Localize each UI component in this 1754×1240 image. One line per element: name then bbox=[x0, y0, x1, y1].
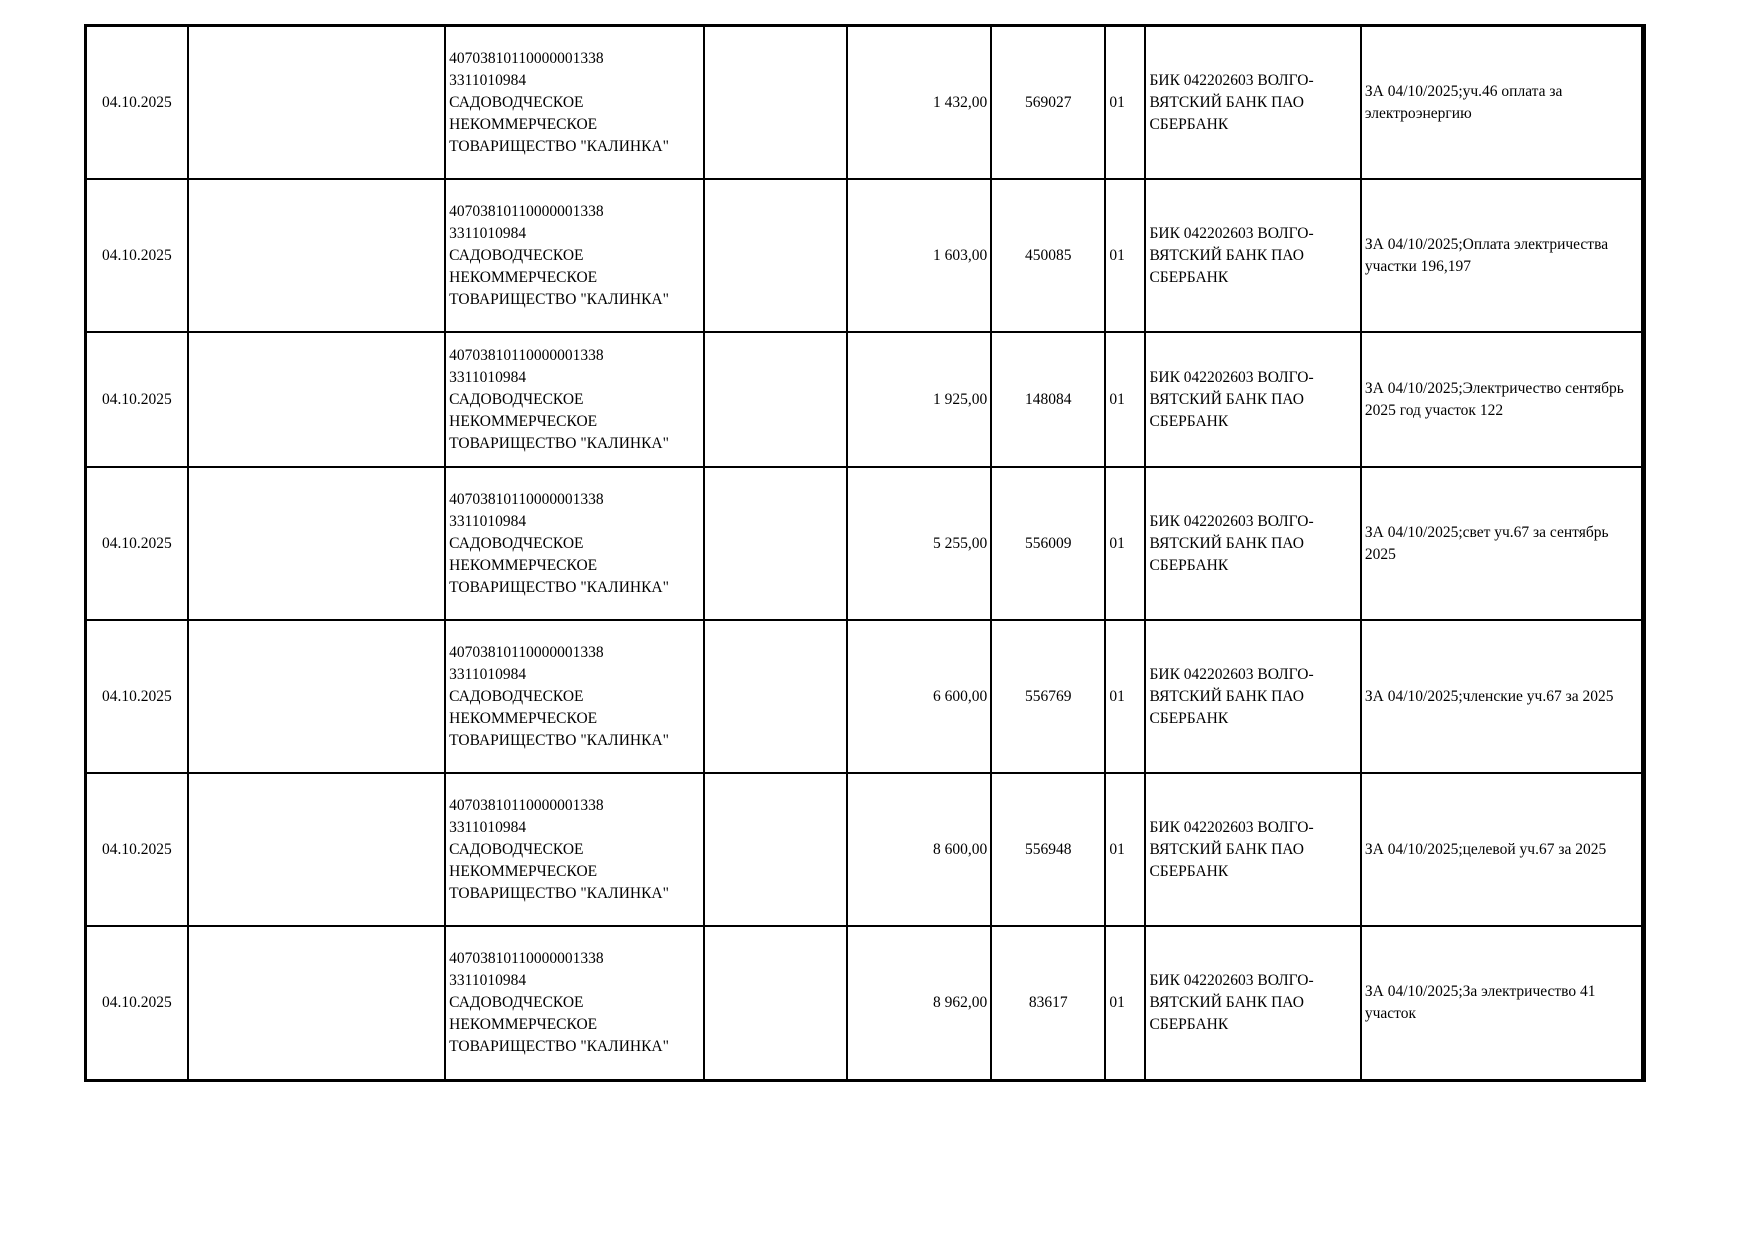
payer-cell bbox=[445, 332, 703, 467]
date-cell: 04.10.2025 bbox=[86, 26, 188, 180]
empty-cell bbox=[188, 926, 445, 1081]
operation-code-cell: 01 bbox=[1105, 620, 1145, 773]
payer-name-line: ТОВАРИЩЕСТВО "КАЛИНКА" bbox=[449, 290, 669, 308]
payer-name-line: НЕКОММЕРЧЕСКОЕ bbox=[449, 556, 598, 574]
payer-cell bbox=[445, 26, 703, 180]
table-row bbox=[86, 26, 1644, 180]
operation-code-cell: 01 bbox=[1105, 773, 1145, 926]
empty-cell bbox=[704, 332, 847, 467]
account-number: 40703810110000001338 bbox=[449, 950, 604, 967]
payer-name-line: ТОВАРИЩЕСТВО "КАЛИНКА" bbox=[449, 1038, 669, 1055]
amount-cell: 5 255,00 bbox=[847, 467, 991, 620]
bank-cell: БИК 042202603 ВОЛГО-ВЯТСКИЙ БАНК ПАО СБЕРБАНК bbox=[1145, 332, 1360, 467]
inn-number: 3311010984 bbox=[449, 224, 527, 242]
payer-name-line: ТОВАРИЩЕСТВО "КАЛИНКА" bbox=[449, 731, 669, 749]
payment-purpose-cell: ЗА 04/10/2025;Электричество сентябрь 2025 год участок 122 bbox=[1361, 332, 1644, 467]
inn-number: 3311010984 bbox=[449, 665, 527, 683]
account-number: 40703810110000001338 bbox=[449, 49, 604, 67]
empty-cell bbox=[704, 926, 847, 1081]
empty-cell bbox=[188, 620, 445, 773]
table-row bbox=[86, 467, 1644, 620]
document-number-cell: 556948 bbox=[991, 773, 1105, 926]
operation-code-cell: 01 bbox=[1105, 26, 1145, 180]
payer-cell bbox=[445, 179, 703, 332]
empty-cell bbox=[704, 467, 847, 620]
document-number-cell: 450085 bbox=[991, 179, 1105, 332]
payment-purpose-cell: ЗА 04/10/2025;целевой уч.67 за 2025 bbox=[1361, 773, 1644, 926]
operation-code-cell: 01 bbox=[1105, 467, 1145, 620]
payer-name-line: САДОВОДЧЕСКОЕ bbox=[449, 687, 584, 705]
document-number-cell: 556009 bbox=[991, 467, 1105, 620]
empty-cell bbox=[188, 26, 445, 180]
bank-statement-table bbox=[84, 24, 1646, 1082]
amount-cell: 6 600,00 bbox=[847, 620, 991, 773]
payer-cell bbox=[445, 620, 703, 773]
table-row bbox=[86, 926, 1644, 1081]
payer-name-line: САДОВОДЧЕСКОЕ bbox=[449, 390, 584, 408]
payer-name-line: ТОВАРИЩЕСТВО "КАЛИНКА" bbox=[449, 434, 669, 452]
empty-cell bbox=[188, 332, 445, 467]
empty-cell bbox=[704, 179, 847, 332]
inn-number: 3311010984 bbox=[449, 368, 527, 386]
amount-cell: 1 925,00 bbox=[847, 332, 991, 467]
payer-name-line: САДОВОДЧЕСКОЕ bbox=[449, 93, 584, 111]
payer-name-line: НЕКОММЕРЧЕСКОЕ bbox=[449, 862, 598, 880]
empty-cell bbox=[704, 26, 847, 180]
payer-name-line: НЕКОММЕРЧЕСКОЕ bbox=[449, 412, 598, 430]
payment-purpose-cell: ЗА 04/10/2025;членские уч.67 за 2025 bbox=[1361, 620, 1644, 773]
payer-cell bbox=[445, 467, 703, 620]
date-cell: 04.10.2025 bbox=[86, 926, 188, 1081]
empty-cell bbox=[188, 179, 445, 332]
document-number-cell: 569027 bbox=[991, 26, 1105, 180]
payment-purpose-cell: ЗА 04/10/2025;уч.46 оплата за электроэнергию bbox=[1361, 26, 1644, 180]
date-cell: 04.10.2025 bbox=[86, 620, 188, 773]
account-number: 40703810110000001338 bbox=[449, 643, 604, 661]
operation-code-cell: 01 bbox=[1105, 179, 1145, 332]
date-cell: 04.10.2025 bbox=[86, 467, 188, 620]
inn-number: 3311010984 bbox=[449, 818, 527, 836]
amount-cell: 1 603,00 bbox=[847, 179, 991, 332]
payment-purpose-cell: ЗА 04/10/2025;За электричество 41 участок bbox=[1361, 926, 1644, 1081]
bank-cell: БИК 042202603 ВОЛГО-ВЯТСКИЙ БАНК ПАО СБЕРБАНК bbox=[1145, 620, 1360, 773]
bank-cell: БИК 042202603 ВОЛГО-ВЯТСКИЙ БАНК ПАО СБЕРБАНК bbox=[1145, 773, 1360, 926]
payer-cell bbox=[445, 773, 703, 926]
empty-cell bbox=[704, 620, 847, 773]
operation-code-cell: 01 bbox=[1105, 332, 1145, 467]
payer-name-line: САДОВОДЧЕСКОЕ bbox=[449, 534, 584, 552]
empty-cell bbox=[704, 773, 847, 926]
payer-name-line: ТОВАРИЩЕСТВО "КАЛИНКА" bbox=[449, 137, 669, 155]
payer-name-line: САДОВОДЧЕСКОЕ bbox=[449, 840, 584, 858]
date-cell: 04.10.2025 bbox=[86, 179, 188, 332]
payer-name-line: ТОВАРИЩЕСТВО "КАЛИНКА" bbox=[449, 578, 669, 596]
bank-cell: БИК 042202603 ВОЛГО-ВЯТСКИЙ БАНК ПАО СБЕРБАНК bbox=[1145, 179, 1360, 332]
inn-number: 3311010984 bbox=[449, 71, 527, 89]
table-row bbox=[86, 179, 1644, 332]
inn-number: 3311010984 bbox=[449, 512, 527, 530]
payer-name-line: НЕКОММЕРЧЕСКОЕ bbox=[449, 709, 598, 727]
date-cell: 04.10.2025 bbox=[86, 332, 188, 467]
table-row bbox=[86, 620, 1644, 773]
payer-cell bbox=[445, 926, 703, 1081]
payer-name-line: НЕКОММЕРЧЕСКОЕ bbox=[449, 1016, 598, 1033]
bank-cell: БИК 042202603 ВОЛГО-ВЯТСКИЙ БАНК ПАО СБЕРБАНК bbox=[1145, 926, 1360, 1081]
bank-cell: БИК 042202603 ВОЛГО-ВЯТСКИЙ БАНК ПАО СБЕРБАНК bbox=[1145, 467, 1360, 620]
payer-name-line: НЕКОММЕРЧЕСКОЕ bbox=[449, 268, 598, 286]
amount-cell: 8 962,00 bbox=[847, 926, 991, 1081]
document-number-cell: 556769 bbox=[991, 620, 1105, 773]
payment-purpose-cell: ЗА 04/10/2025;свет уч.67 за сентябрь 2025 bbox=[1361, 467, 1644, 620]
amount-cell: 8 600,00 bbox=[847, 773, 991, 926]
payer-name-line: ТОВАРИЩЕСТВО "КАЛИНКА" bbox=[449, 884, 669, 902]
operation-code-cell: 01 bbox=[1105, 926, 1145, 1081]
amount-cell: 1 432,00 bbox=[847, 26, 991, 180]
payment-purpose-cell: ЗА 04/10/2025;Оплата электричества участки 196,197 bbox=[1361, 179, 1644, 332]
document-number-cell: 148084 bbox=[991, 332, 1105, 467]
empty-cell bbox=[188, 467, 445, 620]
account-number: 40703810110000001338 bbox=[449, 202, 604, 220]
document-number-cell: 83617 bbox=[991, 926, 1105, 1081]
empty-cell bbox=[188, 773, 445, 926]
account-number: 40703810110000001338 bbox=[449, 346, 604, 364]
table-row bbox=[86, 773, 1644, 926]
table-row bbox=[86, 332, 1644, 467]
payer-name-line: САДОВОДЧЕСКОЕ bbox=[449, 994, 584, 1011]
inn-number: 3311010984 bbox=[449, 972, 527, 989]
account-number: 40703810110000001338 bbox=[449, 490, 604, 508]
payer-name-line: НЕКОММЕРЧЕСКОЕ bbox=[449, 115, 598, 133]
account-number: 40703810110000001338 bbox=[449, 796, 604, 814]
bank-cell: БИК 042202603 ВОЛГО-ВЯТСКИЙ БАНК ПАО СБЕРБАНК bbox=[1145, 26, 1360, 180]
payer-name-line: САДОВОДЧЕСКОЕ bbox=[449, 246, 584, 264]
date-cell: 04.10.2025 bbox=[86, 773, 188, 926]
